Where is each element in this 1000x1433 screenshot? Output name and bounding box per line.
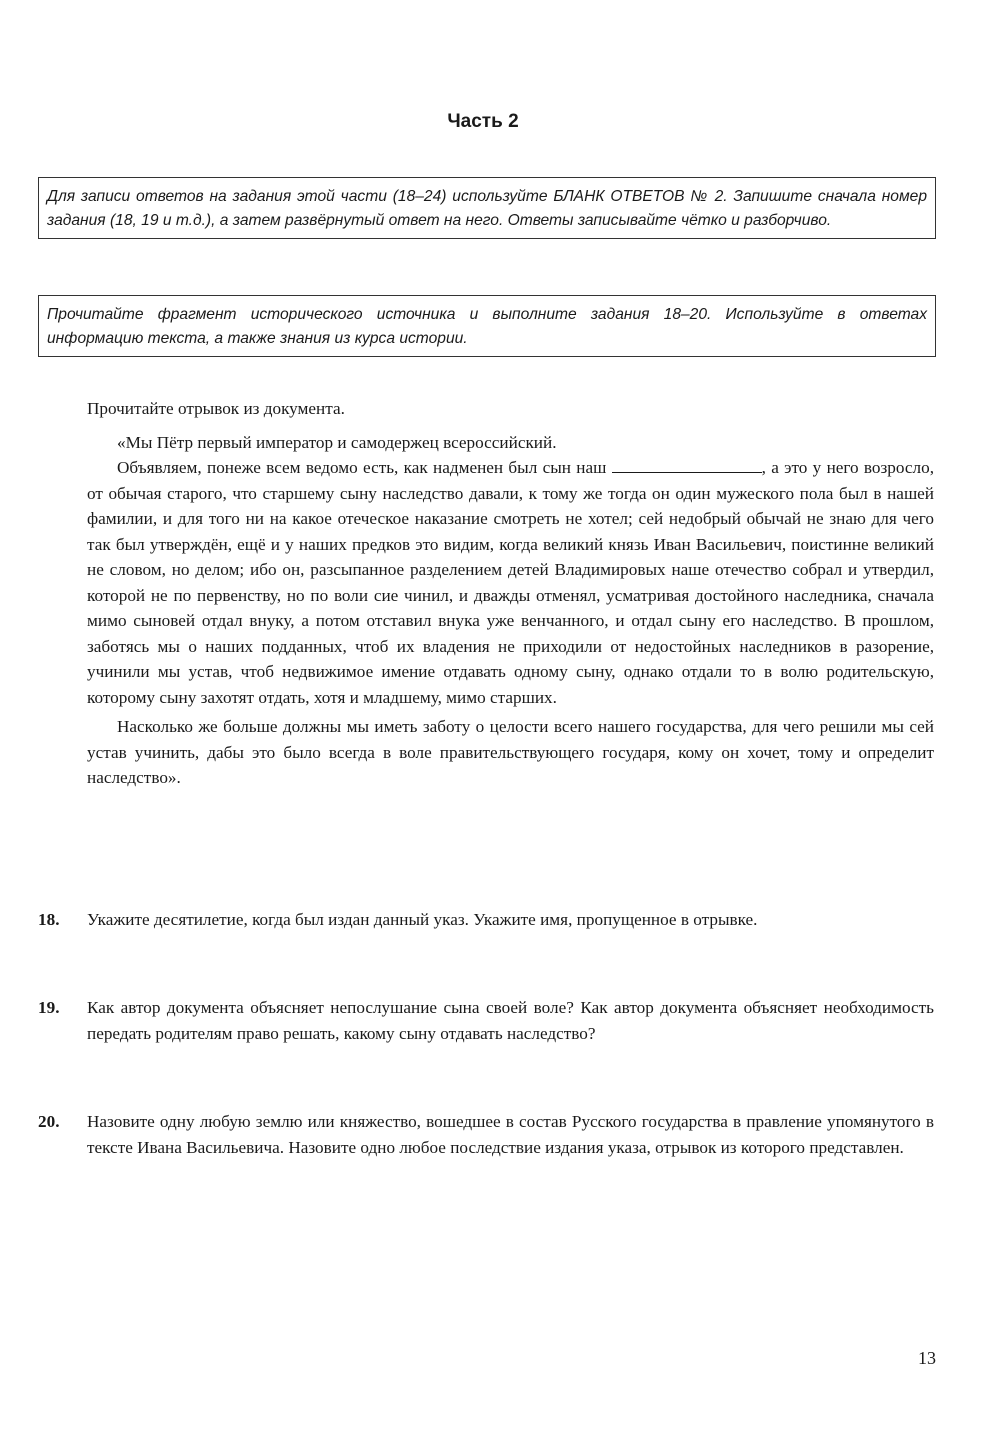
task-number: 20. — [38, 1112, 60, 1131]
source-instructions-box: Прочитайте фрагмент исторического источника и выполните задания 18–20. Используйте в ответах информацию текста, а также знания из курса истории. — [38, 295, 936, 357]
document-paragraph-3: Насколько же больше должны мы иметь заботу о целости всего нашего государства, для чего решили мы сей устав учинить, дабы это было всегда в воле правительствующего государя, кому он хочет, тому и определит наследство». — [87, 717, 934, 787]
page-title: Часть 2 — [447, 111, 519, 132]
page-number: 13 — [918, 1348, 936, 1368]
document-paragraph-2-start: Объявляем, понеже всем ведомо есть, как надменен был сын наш — [117, 458, 607, 477]
task-20 — [38, 1109, 934, 1160]
document-excerpt — [87, 396, 934, 791]
task-text: Укажите десятилетие, когда был издан данный указ. Укажите имя, пропущенное в отрывке. — [87, 910, 758, 929]
document-intro: Прочитайте отрывок из документа. — [87, 399, 345, 418]
task-text: Назовите одну любую землю или княжество, вошедшее в состав Русского государства в правление упомянутого в тексте Ивана Васильевича. Назовите одно любое последствие издания указа, отрывок из которого представлен. — [87, 1112, 934, 1157]
task-19 — [38, 995, 934, 1046]
document-paragraph-2 — [87, 455, 934, 710]
answer-instructions-box: Для записи ответов на задания этой части (18–24) используйте БЛАНК ОТВЕТОВ № 2. Запишите сначала номер задания (18, 19 и т.д.), а затем развёрнутый ответ на него. Ответы записывайте чётко и разборчиво. — [38, 177, 936, 239]
task-text: Как автор документа объясняет непослушание сына своей воле? Как автор документа объясняет необходимость передать родителям право решать, какому сыну отдавать наследство? — [87, 998, 934, 1043]
task-number: 19. — [38, 998, 60, 1017]
document-paragraph-1: «Мы Пётр первый император и самодержец всероссийский. — [117, 432, 557, 452]
document-paragraph-2-rest: , а это у него возросло, от обычая старого, что старшему сыну наследство давали, к тому же тогда он один мужеского пола был в нашей фамилии, и для того ни на какое отеческое наказание смотреть не хотел; сей недобрый обычай не знаю для чего так был утверждён, ещё и у наших предков это видим, когда великий князь Иван Васильевич, поистинне великий не словом, но делом; ибо он, разсыпанное разделением детей Владимировых наше отечество собрал и утвердил, которой не по первенству, но по воли сие чинил, и дважды отменял, усматривая достойного наследника, сначала мимо сыновей отдал внуку, а потом отставил внука уже венчанного, и отдал сыну его наследство. В прошлом, заботясь мы о наших подданных, чтоб их владения не приходили от недостойных наследников в разорение, учинили мы устав, чтоб недвижимое имение отдавать одному сыну, однако отдали то в волю родительскую, которому сыну захотят отдать, хотя и младшему, мимо старших. — [87, 458, 934, 707]
task-number: 18. — [38, 910, 60, 929]
missing-name-blank — [612, 457, 762, 473]
task-18 — [38, 907, 934, 933]
